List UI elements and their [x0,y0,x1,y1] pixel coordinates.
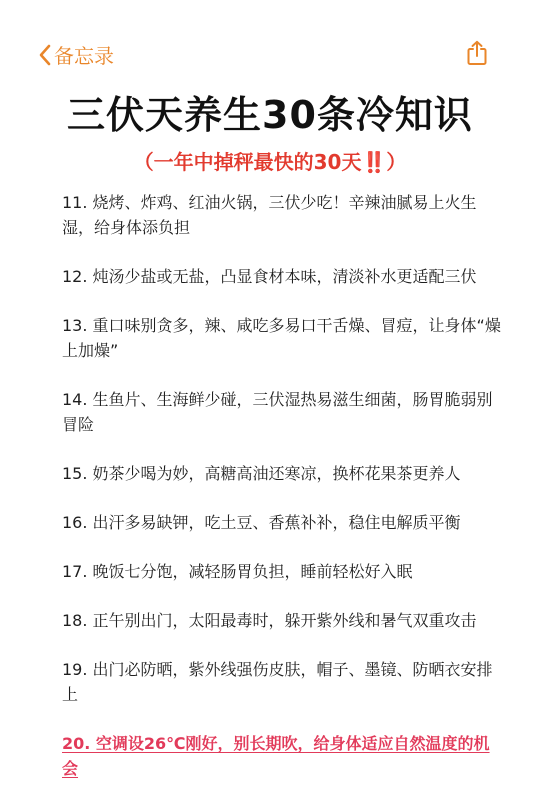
list-item: 15. 奶茶少喝为妙，高糖高油还寒凉，换杯花果茶更养人 [62,464,461,483]
list-item: 18. 正午别出门，太阳最毒时，躲开紫外线和暑气双重攻击 [62,611,477,630]
back-label: 备忘录 [54,44,114,68]
highlighted-list-item: 20. 空调设26℃刚好，别长期吹，给身体适应自然温度的机会 [62,734,490,778]
list-item: 14. 生鱼片、生海鲜少碰，三伏湿热易滋生细菌，肠胃脆弱别冒险 [62,390,493,434]
navigation-bar [0,0,540,96]
page-title: 三伏天养生30条冷知识 [67,93,473,137]
list-item: 16. 出汗多易缺钾，吃土豆、香蕉补补，稳住电解质平衡 [62,513,461,532]
tips-list [62,190,502,805]
share-button[interactable] [466,40,488,70]
list-item: 13. 重口味别贪多，辣、咸吃多易口干舌燥、冒痘，让身体“燥上加燥” [62,316,501,360]
page-subtitle: （一年中掉秤最快的30天‼️） [133,150,407,174]
list-item: 11. 烧烤、炸鸡、红油火锅，三伏少吃！辛辣油腻易上火生湿，给身体添负担 [62,193,477,237]
share-icon [466,51,488,70]
back-button[interactable] [38,40,114,69]
list-item: 17. 晚饭七分饱，减轻肠胃负担，睡前轻松好入眠 [62,562,413,581]
chevron-left-icon [38,44,52,66]
list-item: 19. 出门必防晒，紫外线强伤皮肤，帽子、墨镜、防晒衣安排上 [62,660,493,704]
list-item: 12. 炖汤少盐或无盐，凸显食材本味，清淡补水更适配三伏 [62,267,477,286]
